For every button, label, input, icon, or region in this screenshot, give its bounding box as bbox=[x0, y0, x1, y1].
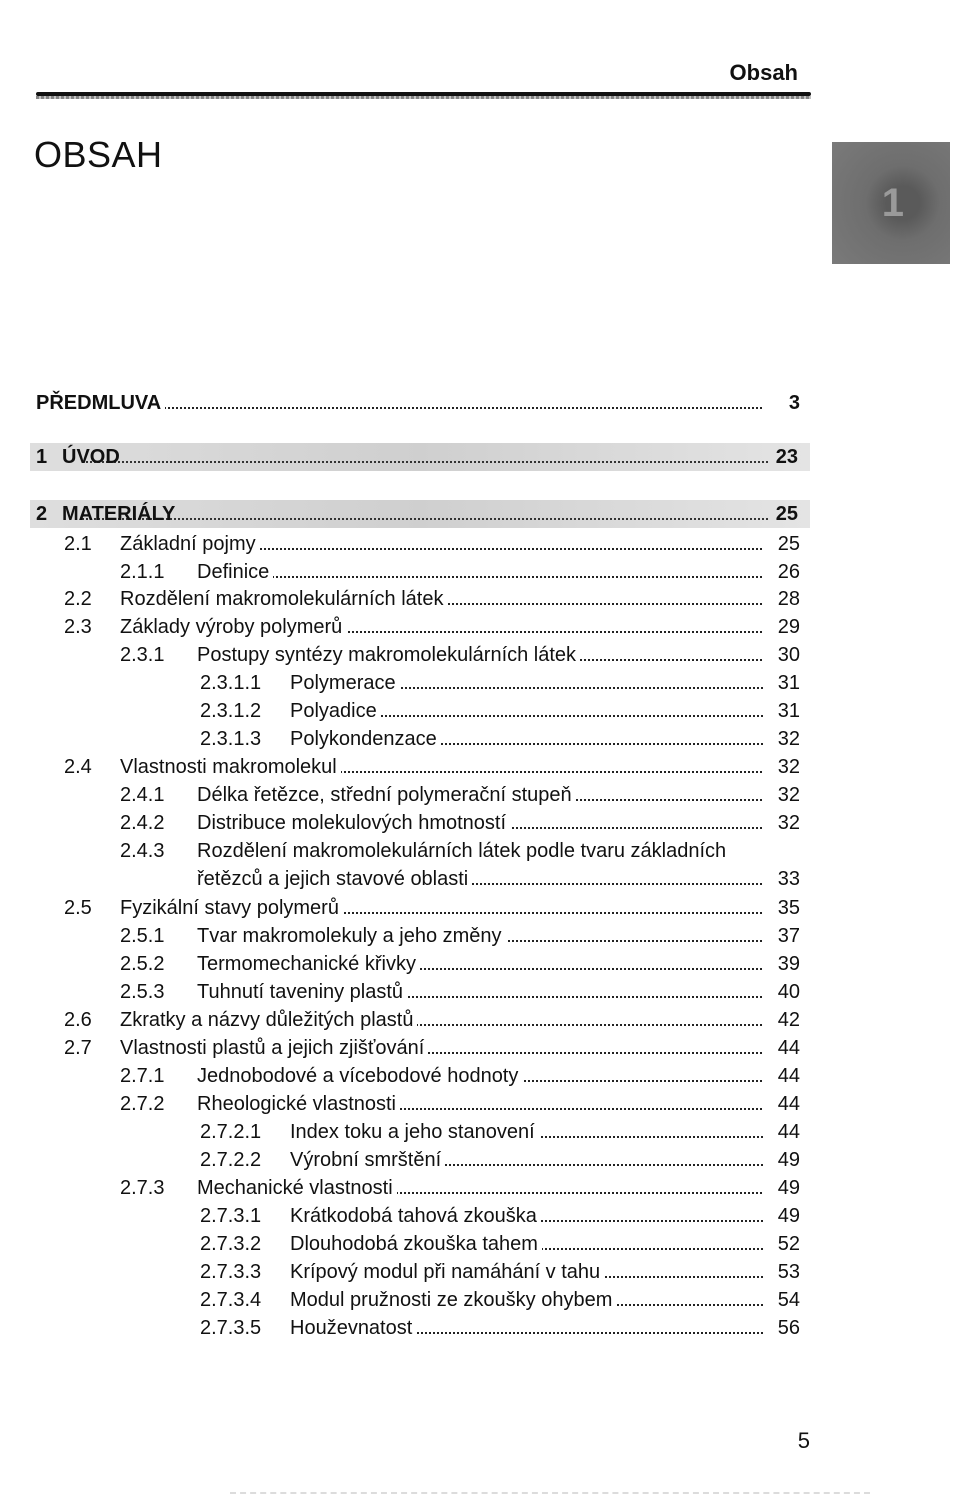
toc-entry-page: 3 bbox=[764, 389, 800, 417]
toc-entry-number: 2 bbox=[36, 503, 48, 525]
toc-entry bbox=[0, 1258, 960, 1286]
toc-entry-page: 44 bbox=[764, 1090, 800, 1118]
footer-marks bbox=[230, 1492, 870, 1496]
toc-entry-page: 37 bbox=[764, 922, 800, 950]
toc-entry-page: 23 bbox=[775, 446, 798, 468]
toc-entry-title: Jednobodové a vícebodové hodnoty bbox=[197, 1062, 522, 1090]
toc-entry-page: 31 bbox=[764, 669, 800, 697]
toc-entry-page: 44 bbox=[764, 1062, 800, 1090]
toc-entry bbox=[0, 837, 960, 865]
toc-entry-page: 30 bbox=[764, 641, 800, 669]
toc-entry bbox=[30, 500, 810, 528]
toc-entry-number: 2.3 bbox=[64, 616, 92, 638]
toc-entry-number: 2.7.3.3 bbox=[200, 1261, 262, 1283]
toc-entry-page: 31 bbox=[764, 697, 800, 725]
toc-entry bbox=[0, 530, 960, 558]
toc-entry-title: Tuhnutí taveniny plastů bbox=[197, 978, 407, 1006]
toc-entry-title: Vlastnosti makromolekul bbox=[120, 753, 341, 781]
toc-entry-title: Rozdělení makromolekulárních látek bbox=[120, 585, 448, 613]
toc-entry-title: ÚVOD bbox=[62, 446, 120, 468]
toc-entry-title: Polyadice bbox=[290, 697, 381, 725]
toc-entry bbox=[0, 1146, 960, 1174]
toc-entry-number: 2.7 bbox=[64, 1037, 92, 1059]
toc-entry bbox=[0, 389, 960, 417]
toc-entry-number: 2.7.3.2 bbox=[200, 1233, 262, 1255]
toc-entry-title: Index toku a jeho stanovení bbox=[290, 1118, 539, 1146]
toc-leader-dots bbox=[82, 459, 768, 463]
toc-entry-title: Polykondenzace bbox=[290, 725, 441, 753]
toc-entry-title: Výrobní smrštění bbox=[290, 1146, 445, 1174]
toc-entry bbox=[0, 1034, 960, 1062]
toc-entry-page: 32 bbox=[764, 809, 800, 837]
toc-entry-number: 2.5.2 bbox=[120, 953, 165, 975]
toc-entry-number: 2.7.3.4 bbox=[200, 1289, 262, 1311]
toc-entry-title: Distribuce molekulových hmotností bbox=[197, 809, 510, 837]
toc-entry bbox=[0, 809, 960, 837]
toc-entry-number: 1 bbox=[36, 446, 48, 468]
toc-entry-page: 25 bbox=[775, 503, 798, 525]
toc-entry-number: 2.6 bbox=[64, 1009, 92, 1031]
toc-entry-title: Dlouhodobá zkouška tahem bbox=[290, 1230, 542, 1258]
toc-entry-title: Rheologické vlastnosti bbox=[197, 1090, 400, 1118]
toc-entry-title: Vlastnosti plastů a jejich zjišťování bbox=[120, 1034, 428, 1062]
toc-entry-page: 52 bbox=[764, 1230, 800, 1258]
toc-entry-page: 49 bbox=[764, 1202, 800, 1230]
toc-entry-title: Krípový modul při namáhání v tahu bbox=[290, 1258, 604, 1286]
toc-entry bbox=[0, 641, 960, 669]
toc-entry-number: 2.7.1 bbox=[120, 1065, 165, 1087]
toc-entry-number: 2.3.1.2 bbox=[200, 700, 262, 722]
toc-entry bbox=[0, 781, 960, 809]
toc-entry bbox=[0, 613, 960, 641]
toc-entry-title: řetězců a jejich stavové oblasti bbox=[197, 865, 472, 893]
toc-entry-number: 2.7.2 bbox=[120, 1093, 165, 1115]
toc-entry-number: 2.7.3 bbox=[120, 1177, 165, 1199]
toc-entry-title: Tvar makromolekuly a jeho změny bbox=[197, 922, 506, 950]
toc-entry-page: 32 bbox=[764, 781, 800, 809]
toc-entry-page: 40 bbox=[764, 978, 800, 1006]
toc-entry-number: 2.7.2.2 bbox=[200, 1149, 262, 1171]
toc-entry bbox=[0, 978, 960, 1006]
toc-entry-number: 2.5 bbox=[64, 897, 92, 919]
toc-entry-number: 2.1.1 bbox=[120, 561, 165, 583]
toc-entry-number: 2.5.3 bbox=[120, 981, 165, 1003]
toc-entry bbox=[30, 443, 810, 471]
toc-entry-number: 2.1 bbox=[64, 533, 92, 555]
toc-entry-title: PŘEDMLUVA bbox=[36, 389, 165, 417]
toc-entry-page: 44 bbox=[764, 1118, 800, 1146]
toc-entry-number: 2.7.2.1 bbox=[200, 1121, 262, 1143]
toc-entry-title: Mechanické vlastnosti bbox=[197, 1174, 397, 1202]
toc-entry-number: 2.5.1 bbox=[120, 925, 165, 947]
toc-entry-page: 35 bbox=[764, 894, 800, 922]
toc-entry bbox=[0, 1062, 960, 1090]
toc-entry bbox=[0, 950, 960, 978]
toc-entry-page: 25 bbox=[764, 530, 800, 558]
toc-entry bbox=[0, 585, 960, 613]
toc-entry bbox=[0, 865, 960, 893]
toc-entry bbox=[0, 894, 960, 922]
toc-entry-title: Modul pružnosti ze zkoušky ohybem bbox=[290, 1286, 616, 1314]
page-number: 5 bbox=[797, 1428, 810, 1453]
toc-entry bbox=[0, 1118, 960, 1146]
toc-entry-number: 2.4.1 bbox=[120, 784, 165, 806]
chapter-tab bbox=[832, 142, 950, 264]
page-title: OBSAH bbox=[34, 134, 163, 175]
toc-entry-page: 49 bbox=[764, 1174, 800, 1202]
toc-entry-title: Postupy syntézy makromolekulárních látek bbox=[197, 641, 580, 669]
toc-entry-page: 44 bbox=[764, 1034, 800, 1062]
toc-entry-page: 28 bbox=[764, 585, 800, 613]
toc-entry-page: 29 bbox=[764, 613, 800, 641]
toc-entry bbox=[0, 1174, 960, 1202]
toc-entry-page: 33 bbox=[764, 865, 800, 893]
toc-entry-title: Základy výroby polymerů bbox=[120, 613, 346, 641]
toc-entry-title: Rozdělení makromolekulárních látek podle tvaru základních bbox=[197, 837, 730, 865]
toc-entry-number: 2.4.3 bbox=[120, 840, 165, 862]
toc-entry-number: 2.3.1.3 bbox=[200, 728, 262, 750]
toc-entry-page: 32 bbox=[764, 753, 800, 781]
toc-entry-page: 32 bbox=[764, 725, 800, 753]
toc-entry-page: 56 bbox=[764, 1314, 800, 1342]
toc-entry bbox=[0, 725, 960, 753]
toc-entry-page: 49 bbox=[764, 1146, 800, 1174]
toc-entry bbox=[0, 753, 960, 781]
toc-entry-title: Základní pojmy bbox=[120, 530, 260, 558]
toc-leader-dots bbox=[82, 516, 768, 520]
toc-entry-number: 2.2 bbox=[64, 588, 92, 610]
toc-entry-number: 2.7.3.5 bbox=[200, 1317, 262, 1339]
toc-entry-number: 2.3.1 bbox=[120, 644, 165, 666]
toc-entry-page: 54 bbox=[764, 1286, 800, 1314]
toc-entry bbox=[0, 697, 960, 725]
toc-entry-title: Krátkodobá tahová zkouška bbox=[290, 1202, 541, 1230]
toc-entry-title: Termomechanické křivky bbox=[197, 950, 420, 978]
toc-entry bbox=[0, 558, 960, 586]
running-header: Obsah bbox=[729, 60, 798, 85]
toc-entry-number: 2.3.1.1 bbox=[200, 672, 262, 694]
toc-entry-number: 2.4.2 bbox=[120, 812, 165, 834]
toc-entry-page: 53 bbox=[764, 1258, 800, 1286]
header-rule bbox=[36, 92, 811, 96]
toc-leader-dots bbox=[217, 574, 770, 578]
toc-entry-title: MATERIÁLY bbox=[62, 503, 176, 525]
toc-entry-page: 42 bbox=[764, 1006, 800, 1034]
toc-entry-title: Fyzikální stavy polymerů bbox=[120, 894, 343, 922]
toc-entry bbox=[0, 1090, 960, 1118]
toc-entry-number: 2.4 bbox=[64, 756, 92, 778]
toc-entry-page: 39 bbox=[764, 950, 800, 978]
toc-entry bbox=[0, 669, 960, 697]
toc-entry bbox=[0, 1286, 960, 1314]
toc-entry bbox=[0, 1202, 960, 1230]
toc-entry-page: 26 bbox=[764, 558, 800, 586]
toc-entry-title: Houževnatost bbox=[290, 1314, 416, 1342]
toc-entry-title: Délka řetězce, střední polymerační stupeň bbox=[197, 781, 576, 809]
toc-entry bbox=[0, 1230, 960, 1258]
toc-entry bbox=[0, 922, 960, 950]
toc-entry-number: 2.7.3.1 bbox=[200, 1205, 262, 1227]
toc-entry-title: Zkratky a názvy důležitých plastů bbox=[120, 1006, 417, 1034]
toc-entry bbox=[0, 1006, 960, 1034]
toc-entry bbox=[0, 1314, 960, 1342]
toc-entry-title: Definice bbox=[197, 558, 273, 586]
toc-entry-title: Polymerace bbox=[290, 669, 400, 697]
chapter-tab-label: 1 bbox=[881, 180, 904, 225]
